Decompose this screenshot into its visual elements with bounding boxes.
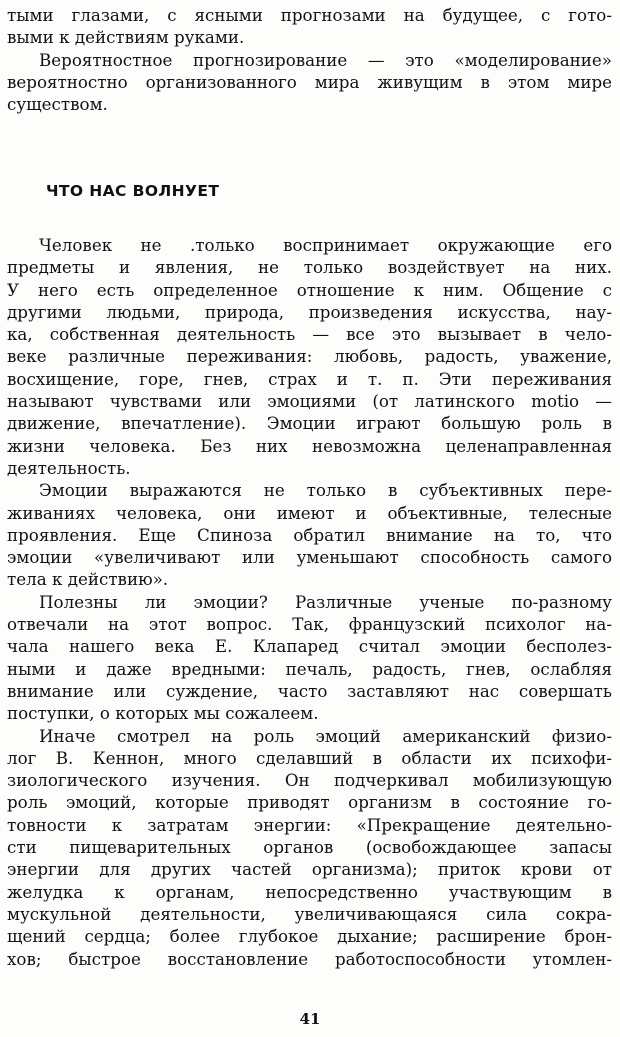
text-line: зиологического изучения. Он подчеркивал мобилизующую bbox=[7, 770, 612, 791]
text-line: энергии для других частей организма); приток крови от bbox=[7, 859, 612, 880]
text-line: У него есть определенное отношение к ним. Общение с bbox=[7, 279, 612, 300]
text-line: веке различные переживания: любовь, радость, уважение, bbox=[7, 346, 612, 367]
page-number: 41 bbox=[299, 1010, 321, 1028]
text-line: Человек не .только воспринимает окружающие его bbox=[39, 235, 612, 255]
text-line: тыми глазами, с ясными прогнозами на будущее, с гото- bbox=[7, 5, 612, 25]
text-line: поступки, о которых мы сожалеем. bbox=[7, 703, 319, 724]
text-line: проявления. Еще Спиноза обратил внимание на то, что bbox=[7, 524, 612, 545]
text-line: живаниях человека, они имеют и объективные, телесные bbox=[7, 502, 612, 523]
text-line: движение, впечатление). Эмоции играют большую роль в bbox=[7, 413, 612, 434]
text-line: называют чувствами или эмоциями (от латинского motio — bbox=[7, 391, 612, 412]
text-line: хов; быстрое восстановление работоспособности утомлен- bbox=[7, 948, 612, 969]
text-line: мускульной деятельности, увеличивающаяся сила сокра- bbox=[7, 903, 612, 924]
text-line: существом. bbox=[7, 94, 108, 115]
text-line: деятельность. bbox=[7, 457, 131, 478]
text-line: ка, собственная деятельность — все это вызывает в чело- bbox=[7, 324, 612, 345]
text-line: тела к действию». bbox=[7, 569, 169, 590]
text-line: выми к действиям руками. bbox=[7, 27, 245, 48]
text-line: ными и даже вредными: печаль, радость, гнев, ослабляя bbox=[7, 658, 612, 679]
text-line: желудка к органам, непосредственно участвующим в bbox=[7, 881, 612, 902]
text-line: лог В. Кеннон, много сделавший в области их психофи- bbox=[7, 747, 612, 768]
text-line: чала нашего века Е. Клапаред считал эмоции бесполез- bbox=[7, 636, 612, 657]
text-line: Эмоции выражаются не только в субъективных пере- bbox=[39, 480, 612, 501]
text-line: Иначе смотрел на роль эмоций американский физио- bbox=[39, 725, 612, 746]
body-text-block bbox=[7, 234, 612, 970]
text-line: сти пищеварительных органов (освобождающее запасы bbox=[7, 837, 612, 858]
text-line: Вероятностное прогнозирование — это «моделирование» bbox=[39, 49, 612, 70]
text-line: предметы и явления, не только воздействует на них. bbox=[7, 257, 612, 278]
text-line: щений сердца; более глубокое дыхание; расширение брон- bbox=[7, 926, 612, 947]
intro-text-block bbox=[7, 4, 612, 115]
text-line: Полезны ли эмоции? Различные ученые по-разному bbox=[39, 591, 612, 612]
section-heading: ЧТО НАС ВОЛНУЕТ bbox=[46, 182, 220, 200]
text-line: другими людьми, природа, произведения искусства, нау- bbox=[7, 301, 612, 322]
text-line: товности к затратам энергии: «Прекращение деятельно- bbox=[7, 814, 612, 835]
text-line: роль эмоций, которые приводят организм в состояние го- bbox=[7, 792, 612, 813]
text-line: жизни человека. Без них невозможна целенаправленная bbox=[7, 435, 612, 456]
text-line: отвечали на этот вопрос. Так, французский психолог на- bbox=[7, 614, 612, 635]
text-line: восхищение, горе, гнев, страх и т. п. Эти переживания bbox=[7, 368, 612, 389]
text-line: вероятностно организованного мира живущим в этом мире bbox=[7, 71, 612, 92]
text-line: эмоции «увеличивают или уменьшают способность самого bbox=[7, 547, 612, 568]
text-line: внимание или суждение, часто заставляют нас совершать bbox=[7, 680, 612, 701]
